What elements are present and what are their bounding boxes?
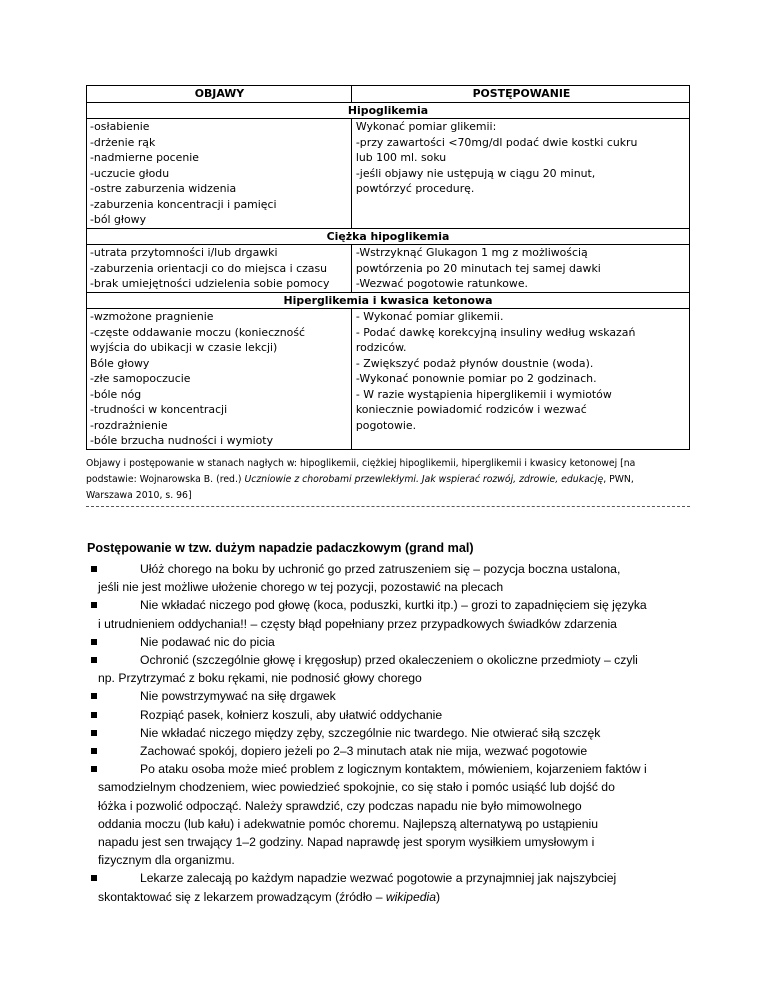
list-item xyxy=(86,869,690,905)
caption-book-title: Uczniowie z chorobami przewlekłymi. Jak wspierać rozwój, zdrowie, edukację xyxy=(244,474,604,485)
item-text: skontaktować się z lekarzem prowadzącym (źródło – xyxy=(98,889,386,904)
column-header-symptoms: OBJAWY xyxy=(87,86,352,103)
action-line: powtórzyć procedurę. xyxy=(355,182,475,195)
list-item xyxy=(86,742,690,760)
list-item xyxy=(86,706,690,724)
bullet-icon xyxy=(91,748,97,754)
caption-line: Warszawa 2010, s. 96] xyxy=(86,490,192,501)
item-line: Zachować spokój, dopiero jeżeli po 2–3 minutach atak nie mija, wezwać pogotowie xyxy=(140,744,588,759)
list-item xyxy=(86,724,690,742)
symptom-line: -ostre zaburzenia widzenia xyxy=(90,182,237,195)
action-line: - Zwiększyć podaż płynów doustnie (woda). xyxy=(355,356,594,370)
symptom-line: Bóle głowy xyxy=(90,356,150,370)
symptom-line: -zaburzenia orientacji co do miejsca i czasu xyxy=(90,261,328,275)
bullet-icon xyxy=(91,693,97,699)
section-title-hyperglycemia: Hiperglikemia i kwasica ketonowa xyxy=(87,292,690,309)
action-line: -przy zawartości <70mg/dl podać dwie kostki cukru xyxy=(355,135,638,149)
list-item xyxy=(86,651,690,687)
actions-cell-hyperglycemia xyxy=(351,309,689,450)
caption-text: , PWN, xyxy=(603,474,634,485)
symptom-line: -trudności w koncentracji xyxy=(90,403,228,416)
bullet-icon xyxy=(91,639,97,645)
item-line: jeśli nie jest możliwe ułożenie chorego w tej pozycji, pozostawić na plecach xyxy=(98,580,504,595)
item-line: i utrudnieniem oddychania!! – częsty błąd popełniany przez przypadkowych świadków zdarzenia xyxy=(98,616,617,631)
symptom-line: -zaburzenia koncentracji i pamięci xyxy=(90,197,277,211)
item-line: Nie powstrzymywać na siłę drgawek xyxy=(140,689,336,704)
symptom-line: -ból głowy xyxy=(90,213,147,226)
action-line: lub 100 ml. soku xyxy=(355,151,447,164)
bullet-icon xyxy=(91,566,97,572)
list-item xyxy=(86,596,690,632)
caption-line: Objawy i postępowanie w stanach nagłych w: hipoglikemii, ciężkiej hipoglikemii, hiperglikemii i kwasicy ketonowej [na xyxy=(86,458,636,469)
epilepsy-bullet-list xyxy=(86,560,690,906)
item-text: ) xyxy=(436,889,441,904)
symptom-line: -utrata przytomności i/lub drgawki xyxy=(90,246,278,259)
item-line: Nie wkładać niczego pod głowę (koca, poduszki, kurtki itp.) – grozi to zapadnięciem się języka xyxy=(140,598,647,613)
item-line: fizycznym dla organizmu. xyxy=(98,853,235,868)
symptom-line: -złe samopoczucie xyxy=(90,372,191,385)
bullet-icon xyxy=(91,657,97,663)
item-line: oddania moczu (lub kału) i adekwatnie pomóc choremu. Najlepszą alternatywą po ustąpieniu xyxy=(98,816,598,831)
symptom-line: -bóle brzucha nudności i wymioty xyxy=(90,434,274,447)
item-line: Nie wkładać niczego między zęby, szczególnie nic twardego. Nie otwierać siłą szczęk xyxy=(140,725,601,740)
section-title-hypoglycemia: Hipoglikemia xyxy=(87,102,690,119)
item-line xyxy=(98,888,690,906)
actions-cell-severe-hypoglycemia xyxy=(351,245,689,293)
caption-text: podstawie: Wojnarowska B. (red.) xyxy=(86,474,245,485)
symptom-line: -bóle nóg xyxy=(90,387,142,401)
caption-line xyxy=(86,472,706,488)
dashed-divider xyxy=(86,506,690,507)
action-line: -Wykonać ponownie pomiar po 2 godzinach. xyxy=(355,372,597,385)
symptom-line: wyjścia do ubikacji w czasie lekcji) xyxy=(90,341,278,354)
item-line: np. Przytrzymać z boku rękami, nie podnosić głowy chorego xyxy=(98,671,422,686)
action-line: koniecznie powiadomić rodziców i wezwać xyxy=(355,403,587,416)
item-line: Ułóż chorego na boku by uchronić go przed zatruszeniem się – pozycja boczna ustalona, xyxy=(140,562,621,576)
item-line: Rozpiąć pasek, kołnierz koszuli, aby ułatwić oddychanie xyxy=(140,707,443,722)
symptom-line: -brak umiejętności udzielenia sobie pomocy xyxy=(90,277,330,290)
item-line: napadu jest sen trwający 1–2 godziny. Napad naprawdę jest sporym wysiłkiem umysłowym i xyxy=(98,835,595,850)
bullet-icon xyxy=(91,766,97,772)
bullet-icon xyxy=(91,712,97,718)
action-line: - Wykonać pomiar glikemii. xyxy=(355,310,504,323)
list-item xyxy=(86,560,690,596)
bullet-icon xyxy=(91,730,97,736)
epilepsy-heading: Postępowanie w tzw. dużym napadzie padaczkowym (grand mal) xyxy=(87,541,474,555)
symptoms-table xyxy=(86,85,690,450)
item-line: łóżka i pozwolić odpocząć. Należy sprawdzić, czy podczas napadu nie było mimowolnego xyxy=(98,798,582,813)
action-line: -Wstrzyknąć Glukagon 1 mg z możliwością xyxy=(355,246,588,259)
list-item xyxy=(86,760,690,869)
symptom-line: -osłabienie xyxy=(90,120,150,133)
symptom-line: -częste oddawanie moczu (konieczność xyxy=(90,325,306,339)
symptoms-cell-hypoglycemia xyxy=(87,119,352,229)
bullet-icon xyxy=(91,602,97,608)
section-title-severe-hypoglycemia: Ciężka hipoglikemia xyxy=(87,228,690,245)
table-caption xyxy=(86,456,706,504)
list-item xyxy=(86,687,690,705)
symptom-line: -nadmierne pocenie xyxy=(90,151,199,164)
source-name: wikipedia xyxy=(385,889,437,904)
item-line: Lekarze zalecają po każdym napadzie wezwać pogotowie a przynajmniej jak najszybciej xyxy=(140,871,617,886)
item-line: Ochronić (szczególnie głowę i kręgosłup) przed okaleczeniem o okoliczne przedmioty – czyli xyxy=(140,653,638,668)
column-header-actions: POSTĘPOWANIE xyxy=(351,86,689,103)
item-line: samodzielnym chodzeniem, wiec powiedzieć spokojnie, co się stało i pomóc usiąść lub dojść do xyxy=(98,780,615,795)
list-item xyxy=(86,633,690,651)
symptoms-cell-hyperglycemia xyxy=(87,309,352,450)
action-line: -Wezwać pogotowie ratunkowe. xyxy=(355,277,528,290)
actions-cell-hypoglycemia xyxy=(351,119,689,229)
action-line: pogotowie. xyxy=(355,418,417,432)
symptoms-cell-severe-hypoglycemia xyxy=(87,245,352,293)
action-line: Wykonać pomiar glikemii: xyxy=(355,120,497,133)
bullet-icon xyxy=(91,875,97,881)
symptom-line: -drżenie rąk xyxy=(90,135,156,149)
item-line: Po ataku osoba może mieć problem z logicznym kontaktem, mówieniem, kojarzeniem faktów i xyxy=(140,762,647,777)
action-line: - Podać dawkę korekcyjną insuliny według wskazań xyxy=(355,325,636,339)
action-line: rodziców. xyxy=(355,341,407,354)
symptom-line: -uczucie głodu xyxy=(90,166,170,180)
item-line: Nie podawać nic do picia xyxy=(140,634,275,649)
symptom-line: -rozdrażnienie xyxy=(90,418,168,432)
action-line: - W razie wystąpienia hiperglikemii i wymiotów xyxy=(355,387,612,401)
action-line: powtórzenia po 20 minutach tej samej dawki xyxy=(355,261,601,275)
action-line: -jeśli objawy nie ustępują w ciągu 20 minut, xyxy=(355,166,596,180)
symptom-line: -wzmożone pragnienie xyxy=(90,310,214,323)
